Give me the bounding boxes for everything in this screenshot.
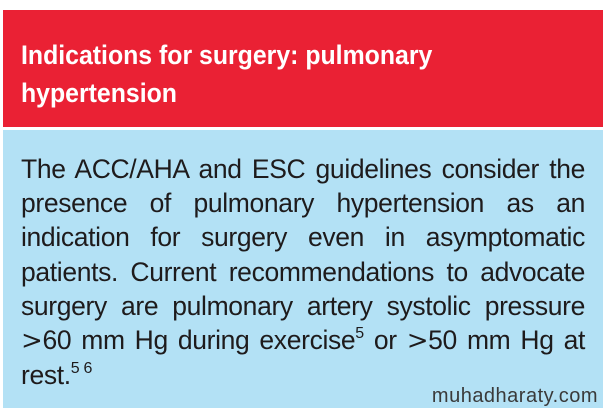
reference-superscript: 5: [355, 325, 364, 343]
body-line-1: The ACC/AHA and ESC guidelines consider the: [21, 154, 585, 184]
body-line-4: patients. Current recommendations to advocate: [21, 256, 585, 287]
header-title-line-1: Indications for surgery: pulmonary: [21, 40, 433, 70]
body-paragraph: [21, 152, 585, 392]
body-line-6: [21, 323, 585, 358]
rest-text: rest.: [21, 360, 71, 391]
body-line-3: indication for surgery even in asymptomatic: [21, 222, 585, 253]
header-title-line-2: hypertension: [21, 78, 177, 108]
header-banner: [3, 10, 603, 127]
watermark: muhadharaty.com: [431, 385, 598, 407]
header-title: [21, 36, 540, 112]
body-panel: [3, 130, 603, 408]
pressure-exercise-text: 60 mm Hg during exercise: [42, 325, 356, 356]
body-line-2: presence of pulmonary hypertension as an: [21, 188, 585, 219]
pressure-rest-text: 50 mm Hg at: [428, 325, 585, 356]
greater-than-symbol: >: [406, 326, 429, 357]
or-text: or: [363, 325, 407, 356]
greater-than-symbol: >: [21, 326, 43, 357]
body-line-5: surgery are pulmonary artery systolic pressure: [21, 290, 585, 321]
reference-superscript: 5 6: [70, 360, 92, 378]
